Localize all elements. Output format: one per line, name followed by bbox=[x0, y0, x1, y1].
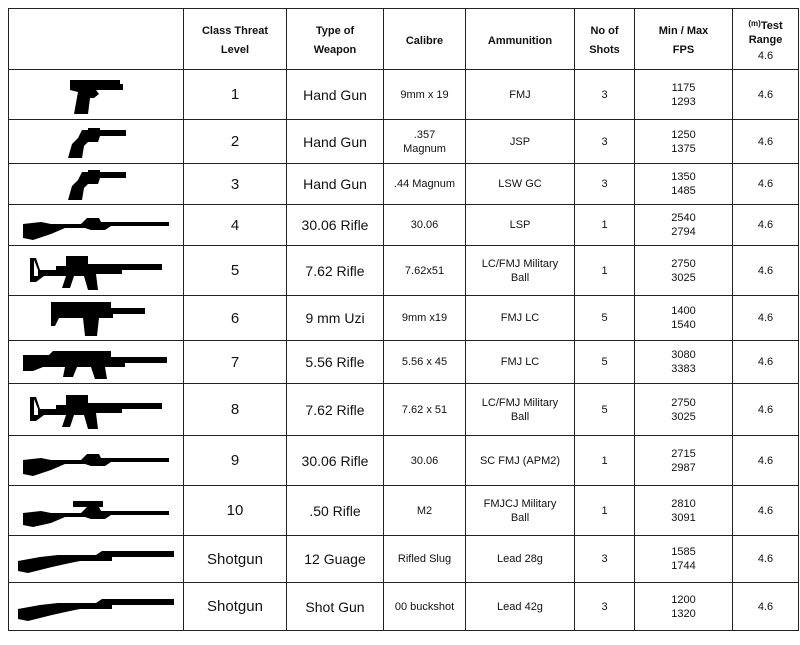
min-max-fps-cell: 2715 2987 bbox=[635, 436, 733, 486]
test-range-cell: 4.6 bbox=[733, 486, 799, 536]
no-of-shots-cell: 5 bbox=[575, 384, 635, 436]
ammunition-cell: LC/FMJ Military Ball bbox=[466, 384, 575, 436]
calibre-cell: 7.62 x 51 bbox=[384, 384, 466, 436]
min-max-fps-cell: 1585 1744 bbox=[635, 536, 733, 583]
calibre-cell: 9mm x 19 bbox=[384, 70, 466, 120]
weapon-icon-cell bbox=[9, 164, 184, 205]
ammunition-cell: Lead 42g bbox=[466, 583, 575, 631]
class-threat-level-cell: 3 bbox=[184, 164, 287, 205]
header-class-threat-level: Class Threat Level bbox=[184, 9, 287, 70]
no-of-shots-cell: 3 bbox=[575, 536, 635, 583]
weapon-icon-cell bbox=[9, 341, 184, 384]
no-of-shots-cell: 3 bbox=[575, 164, 635, 205]
header-test-range-unit: (m) bbox=[748, 19, 761, 28]
table-row bbox=[9, 120, 799, 164]
battle-rifle-icon bbox=[9, 341, 183, 383]
calibre-cell: 30.06 bbox=[384, 205, 466, 246]
ammunition-cell: JSP bbox=[466, 120, 575, 164]
table-row bbox=[9, 205, 799, 246]
min-max-fps-cell: 3080 3383 bbox=[635, 341, 733, 384]
header-ammunition: Ammunition bbox=[466, 9, 575, 70]
table-row bbox=[9, 164, 799, 205]
test-range-cell: 4.6 bbox=[733, 246, 799, 296]
type-of-weapon-cell: 7.62 Rifle bbox=[287, 384, 384, 436]
type-of-weapon-cell: 12 Guage bbox=[287, 536, 384, 583]
calibre-cell: 5.56 x 45 bbox=[384, 341, 466, 384]
ammunition-cell: LSP bbox=[466, 205, 575, 246]
table-row bbox=[9, 296, 799, 341]
test-range-cell: 4.6 bbox=[733, 436, 799, 486]
no-of-shots-cell: 3 bbox=[575, 70, 635, 120]
type-of-weapon-cell: 9 mm Uzi bbox=[287, 296, 384, 341]
table-row bbox=[9, 536, 799, 583]
header-test-range bbox=[733, 9, 799, 70]
type-of-weapon-cell: 7.62 Rifle bbox=[287, 246, 384, 296]
test-range-cell: 4.6 bbox=[733, 536, 799, 583]
no-of-shots-cell: 5 bbox=[575, 296, 635, 341]
header-calibre: Calibre bbox=[384, 9, 466, 70]
test-range-cell: 4.6 bbox=[733, 583, 799, 631]
header-test-range-label: Test Range bbox=[748, 20, 783, 46]
type-of-weapon-cell: 5.56 Rifle bbox=[287, 341, 384, 384]
type-of-weapon-cell: Hand Gun bbox=[287, 70, 384, 120]
header-type-of-weapon: Type of Weapon bbox=[287, 9, 384, 70]
calibre-cell: Rifled Slug bbox=[384, 536, 466, 583]
test-range-cell: 4.6 bbox=[733, 120, 799, 164]
test-range-cell: 4.6 bbox=[733, 296, 799, 341]
no-of-shots-cell: 1 bbox=[575, 205, 635, 246]
class-threat-level-cell: 6 bbox=[184, 296, 287, 341]
min-max-fps-cell: 1175 1293 bbox=[635, 70, 733, 120]
revolver-icon bbox=[9, 166, 183, 202]
test-range-cell: 4.6 bbox=[733, 70, 799, 120]
ammunition-cell: FMJCJ Military Ball bbox=[466, 486, 575, 536]
weapon-icon-cell bbox=[9, 536, 184, 583]
no-of-shots-cell: 3 bbox=[575, 120, 635, 164]
no-of-shots-cell: 5 bbox=[575, 341, 635, 384]
min-max-fps-cell: 2810 3091 bbox=[635, 486, 733, 536]
class-threat-level-cell: 5 bbox=[184, 246, 287, 296]
header-icon bbox=[9, 9, 184, 70]
min-max-fps-cell: 1250 1375 bbox=[635, 120, 733, 164]
min-max-fps-cell: 1400 1540 bbox=[635, 296, 733, 341]
ammunition-cell: FMJ bbox=[466, 70, 575, 120]
ammunition-cell: LC/FMJ Military Ball bbox=[466, 246, 575, 296]
no-of-shots-cell: 1 bbox=[575, 436, 635, 486]
table-row bbox=[9, 341, 799, 384]
no-of-shots-cell: 3 bbox=[575, 583, 635, 631]
no-of-shots-cell: 1 bbox=[575, 246, 635, 296]
weapon-icon-cell bbox=[9, 246, 184, 296]
min-max-fps-cell: 2540 2794 bbox=[635, 205, 733, 246]
min-max-fps-cell: 2750 3025 bbox=[635, 246, 733, 296]
weapon-icon-cell bbox=[9, 583, 184, 631]
type-of-weapon-cell: 30.06 Rifle bbox=[287, 205, 384, 246]
scoped-rifle-icon bbox=[9, 493, 183, 529]
type-of-weapon-cell: .50 Rifle bbox=[287, 486, 384, 536]
type-of-weapon-cell: 30.06 Rifle bbox=[287, 436, 384, 486]
no-of-shots-cell: 1 bbox=[575, 486, 635, 536]
test-range-cell: 4.6 bbox=[733, 384, 799, 436]
calibre-cell: 9mm x19 bbox=[384, 296, 466, 341]
class-threat-level-cell: 4 bbox=[184, 205, 287, 246]
class-threat-level-cell: Shotgun bbox=[184, 536, 287, 583]
table-row bbox=[9, 246, 799, 296]
header-row bbox=[9, 9, 799, 70]
weapon-icon-cell bbox=[9, 120, 184, 164]
test-range-cell: 4.6 bbox=[733, 205, 799, 246]
weapon-icon-cell bbox=[9, 384, 184, 436]
table-row bbox=[9, 384, 799, 436]
class-threat-level-cell: 9 bbox=[184, 436, 287, 486]
table-row bbox=[9, 436, 799, 486]
class-threat-level-cell: Shotgun bbox=[184, 583, 287, 631]
class-threat-level-cell: 8 bbox=[184, 384, 287, 436]
revolver-icon bbox=[9, 124, 183, 160]
uzi-icon bbox=[9, 296, 183, 340]
table-body bbox=[9, 70, 799, 631]
calibre-cell: 00 buckshot bbox=[384, 583, 466, 631]
calibre-cell: M2 bbox=[384, 486, 466, 536]
pistol-icon bbox=[9, 74, 183, 116]
header-min-max-fps: Min / Max FPS bbox=[635, 9, 733, 70]
test-range-cell: 4.6 bbox=[733, 341, 799, 384]
rifle-icon bbox=[9, 208, 183, 242]
calibre-cell: 7.62x51 bbox=[384, 246, 466, 296]
weapon-icon-cell bbox=[9, 205, 184, 246]
type-of-weapon-cell: Shot Gun bbox=[287, 583, 384, 631]
calibre-cell: .357 Magnum bbox=[384, 120, 466, 164]
type-of-weapon-cell: Hand Gun bbox=[287, 164, 384, 205]
calibre-cell: 30.06 bbox=[384, 436, 466, 486]
shotgun-icon bbox=[9, 543, 183, 575]
shotgun-icon bbox=[9, 591, 183, 623]
class-threat-level-cell: 7 bbox=[184, 341, 287, 384]
min-max-fps-cell: 1200 1320 bbox=[635, 583, 733, 631]
table-row bbox=[9, 583, 799, 631]
class-threat-level-cell: 1 bbox=[184, 70, 287, 120]
table-row bbox=[9, 70, 799, 120]
ammunition-cell: Lead 28g bbox=[466, 536, 575, 583]
ammunition-cell: LSW GC bbox=[466, 164, 575, 205]
assault-rifle-icon bbox=[9, 248, 183, 294]
ammunition-cell: SC FMJ (APM2) bbox=[466, 436, 575, 486]
weapon-icon-cell bbox=[9, 486, 184, 536]
header-test-range-value: 4.6 bbox=[757, 50, 774, 62]
class-threat-level-cell: 2 bbox=[184, 120, 287, 164]
ballistic-threat-table bbox=[8, 8, 799, 631]
ammunition-cell: FMJ LC bbox=[466, 296, 575, 341]
weapon-icon-cell bbox=[9, 436, 184, 486]
type-of-weapon-cell: Hand Gun bbox=[287, 120, 384, 164]
table-row bbox=[9, 486, 799, 536]
weapon-icon-cell bbox=[9, 296, 184, 341]
ammunition-cell: FMJ LC bbox=[466, 341, 575, 384]
class-threat-level-cell: 10 bbox=[184, 486, 287, 536]
min-max-fps-cell: 2750 3025 bbox=[635, 384, 733, 436]
calibre-cell: .44 Magnum bbox=[384, 164, 466, 205]
header-no-of-shots: No of Shots bbox=[575, 9, 635, 70]
min-max-fps-cell: 1350 1485 bbox=[635, 164, 733, 205]
rifle-icon bbox=[9, 444, 183, 478]
weapon-icon-cell bbox=[9, 70, 184, 120]
assault-rifle-icon bbox=[9, 387, 183, 433]
test-range-cell: 4.6 bbox=[733, 164, 799, 205]
